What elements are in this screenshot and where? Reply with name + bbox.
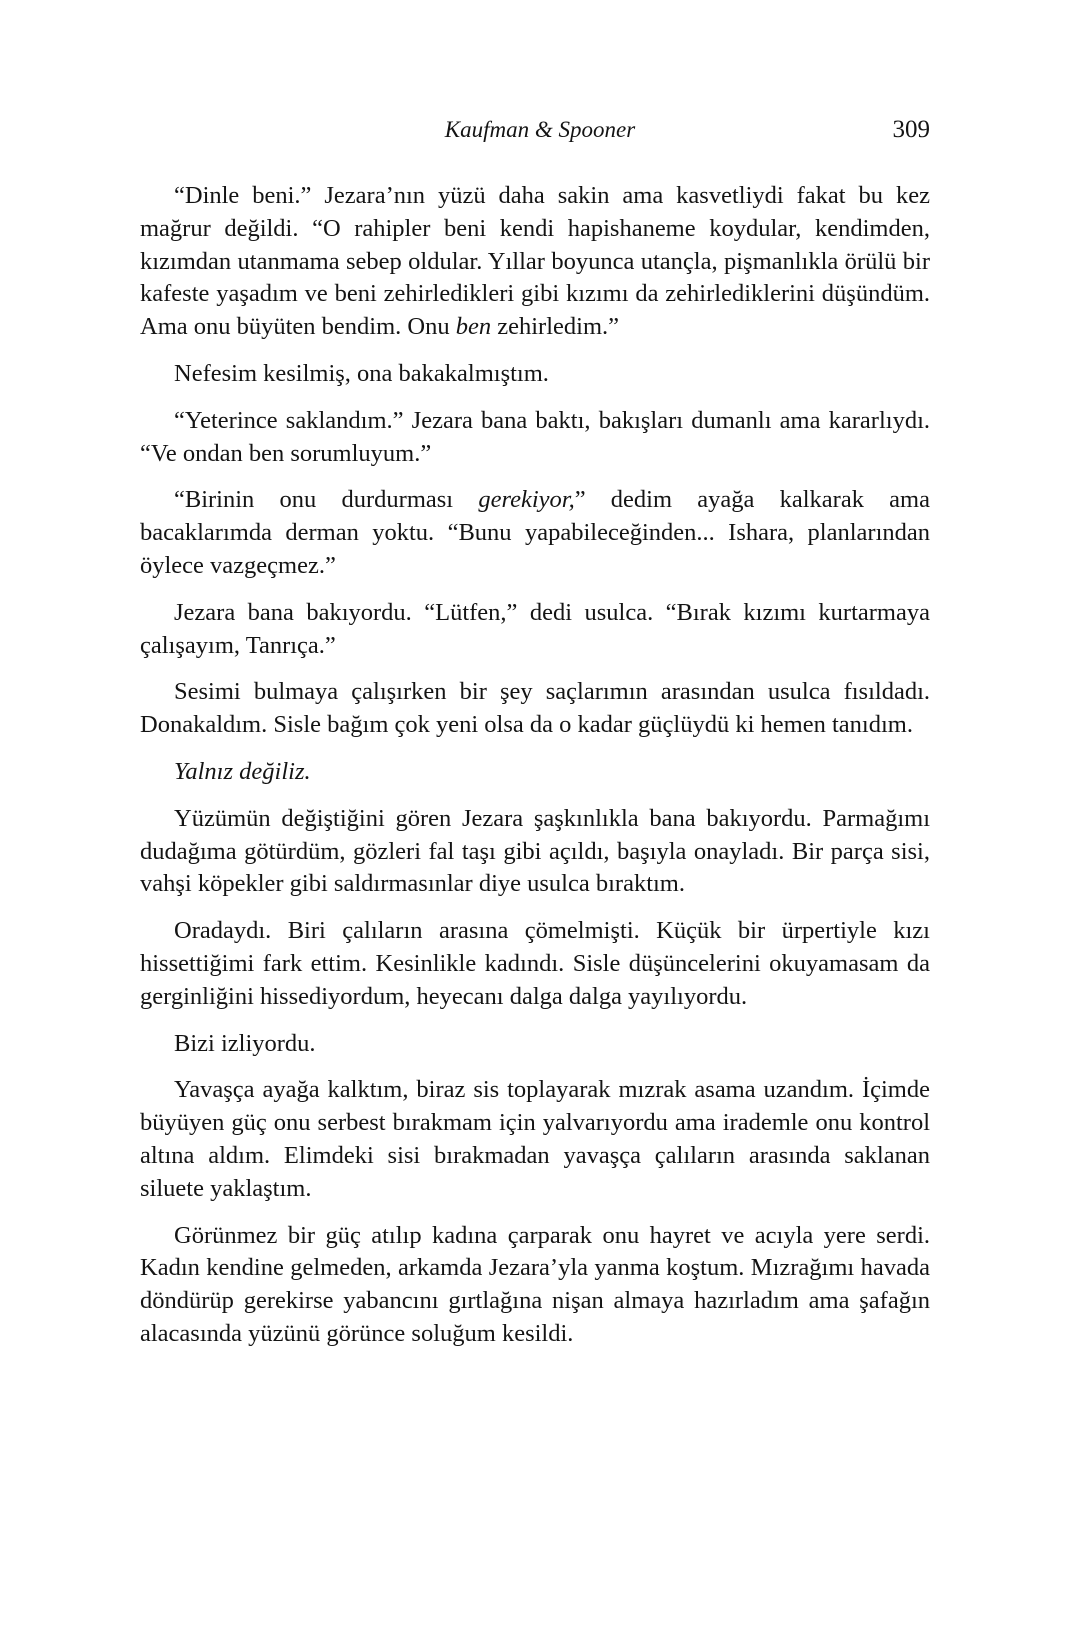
text-run: Oradaydı. Biri çalıların arasına çömelmişti. Küçük bir ürpertiyle kızı hissettiğimi fark ettim. Kesinlikle kadındı. Sisle düşüncelerini okuyamasam da gerginliğini hissediyordum, heyecanı dalga dalga yayılıyordu. — [140, 917, 930, 1010]
text-run: “Dinle beni.” Jezara’nın yüzü daha sakin ama kasvetliydi fakat bu kez mağrur değildi. “O rahipler beni kendi hapishaneme koydular, kendimden, kızımdan utanmama sebep oldular. Yıllar boyunca utançla, pişmanlıkla örülü bir kafeste yaşadım ve beni zehirledikleri gibi kızımı da zehirlediklerini düşündüm. Ama onu büyüten bendim. Onu — [140, 182, 930, 341]
text-run: “Yeterince saklandım.” Jezara bana baktı, bakışları dumanlı ama kararlıydı. “Ve ondan ben sorumluyum.” — [140, 406, 930, 467]
page-number: 309 — [892, 116, 930, 143]
body-text — [140, 180, 930, 1365]
paragraph — [140, 803, 930, 901]
italic-text-run: gerekiyor, — [478, 486, 575, 514]
text-run: Yavaşça ayağa kalktım, biraz sis toplayarak mızrak asama uzandım. İçimde büyüyen güç onu serbest bırakmam için yalvarıyordu ama irademle onu kontrol altına aldım. Elimdeki sisi bırakmadan yavaşça çalıların arasında saklanan siluete yaklaştım. — [140, 1076, 930, 1202]
paragraph — [140, 915, 930, 1013]
italic-text-run: Yalnız değiliz. — [174, 757, 311, 785]
text-run: Yüzümün değiştiğini gören Jezara şaşkınlıkla bana bakıyordu. Parmağımı dudağıma götürdüm, gözleri fal taşı gibi açıldı, başıyla onayladı. Bir parça sisi, vahşi köpekler gibi saldırmasınlar diye usulca bıraktım. — [140, 804, 930, 898]
paragraph — [140, 676, 930, 742]
text-run: Jezara bana bakıyordu. “Lütfen,” dedi usulca. “Bırak kızımı kurtarmaya çalışayım, Tanrıça.” — [140, 598, 930, 659]
paragraph — [140, 1028, 930, 1061]
running-head: Kaufman & Spooner — [444, 117, 636, 142]
page-header — [140, 112, 930, 148]
paragraph — [140, 597, 930, 663]
text-run: zehirledim.” — [491, 313, 620, 341]
paragraph — [140, 405, 930, 471]
text-run: Görünmez bir güç atılıp kadına çarparak onu hayret ve acıyla yere serdi. Kadın kendine gelmeden, arkamda Jezara’yla yanma koştum. Mızrağımı havada döndürüp gerekirse yabancını gırtlağına nişan almaya hazırladım ama şafağın alacasında yüzünü görünce soluğum kesildi. — [140, 1221, 930, 1347]
text-run: Sesimi bulmaya çalışırken bir şey saçlarımın arasından usulca fısıldadı. Donakaldım. Sisle bağım çok yeni olsa da o kadar güçlüydü ki hemen tanıdım. — [140, 678, 930, 739]
paragraph — [140, 1220, 930, 1351]
text-run: Bizi izliyordu. — [174, 1029, 316, 1057]
paragraph — [140, 358, 930, 391]
text-run: “Birinin onu durdurması — [174, 486, 479, 514]
paragraph — [140, 180, 930, 344]
paragraph — [140, 756, 930, 789]
italic-text-run: ben — [455, 313, 492, 341]
paragraph — [140, 1074, 930, 1205]
text-run: ” dedim ayağa kalkarak ama bacaklarımda derman yoktu. “Bunu yapabileceğinden... Ishara, planlarından öylece vazgeçmez.” — [140, 486, 930, 579]
text-run: Nefesim kesilmiş, ona bakakalmıştım. — [174, 359, 549, 387]
paragraph — [140, 484, 930, 582]
